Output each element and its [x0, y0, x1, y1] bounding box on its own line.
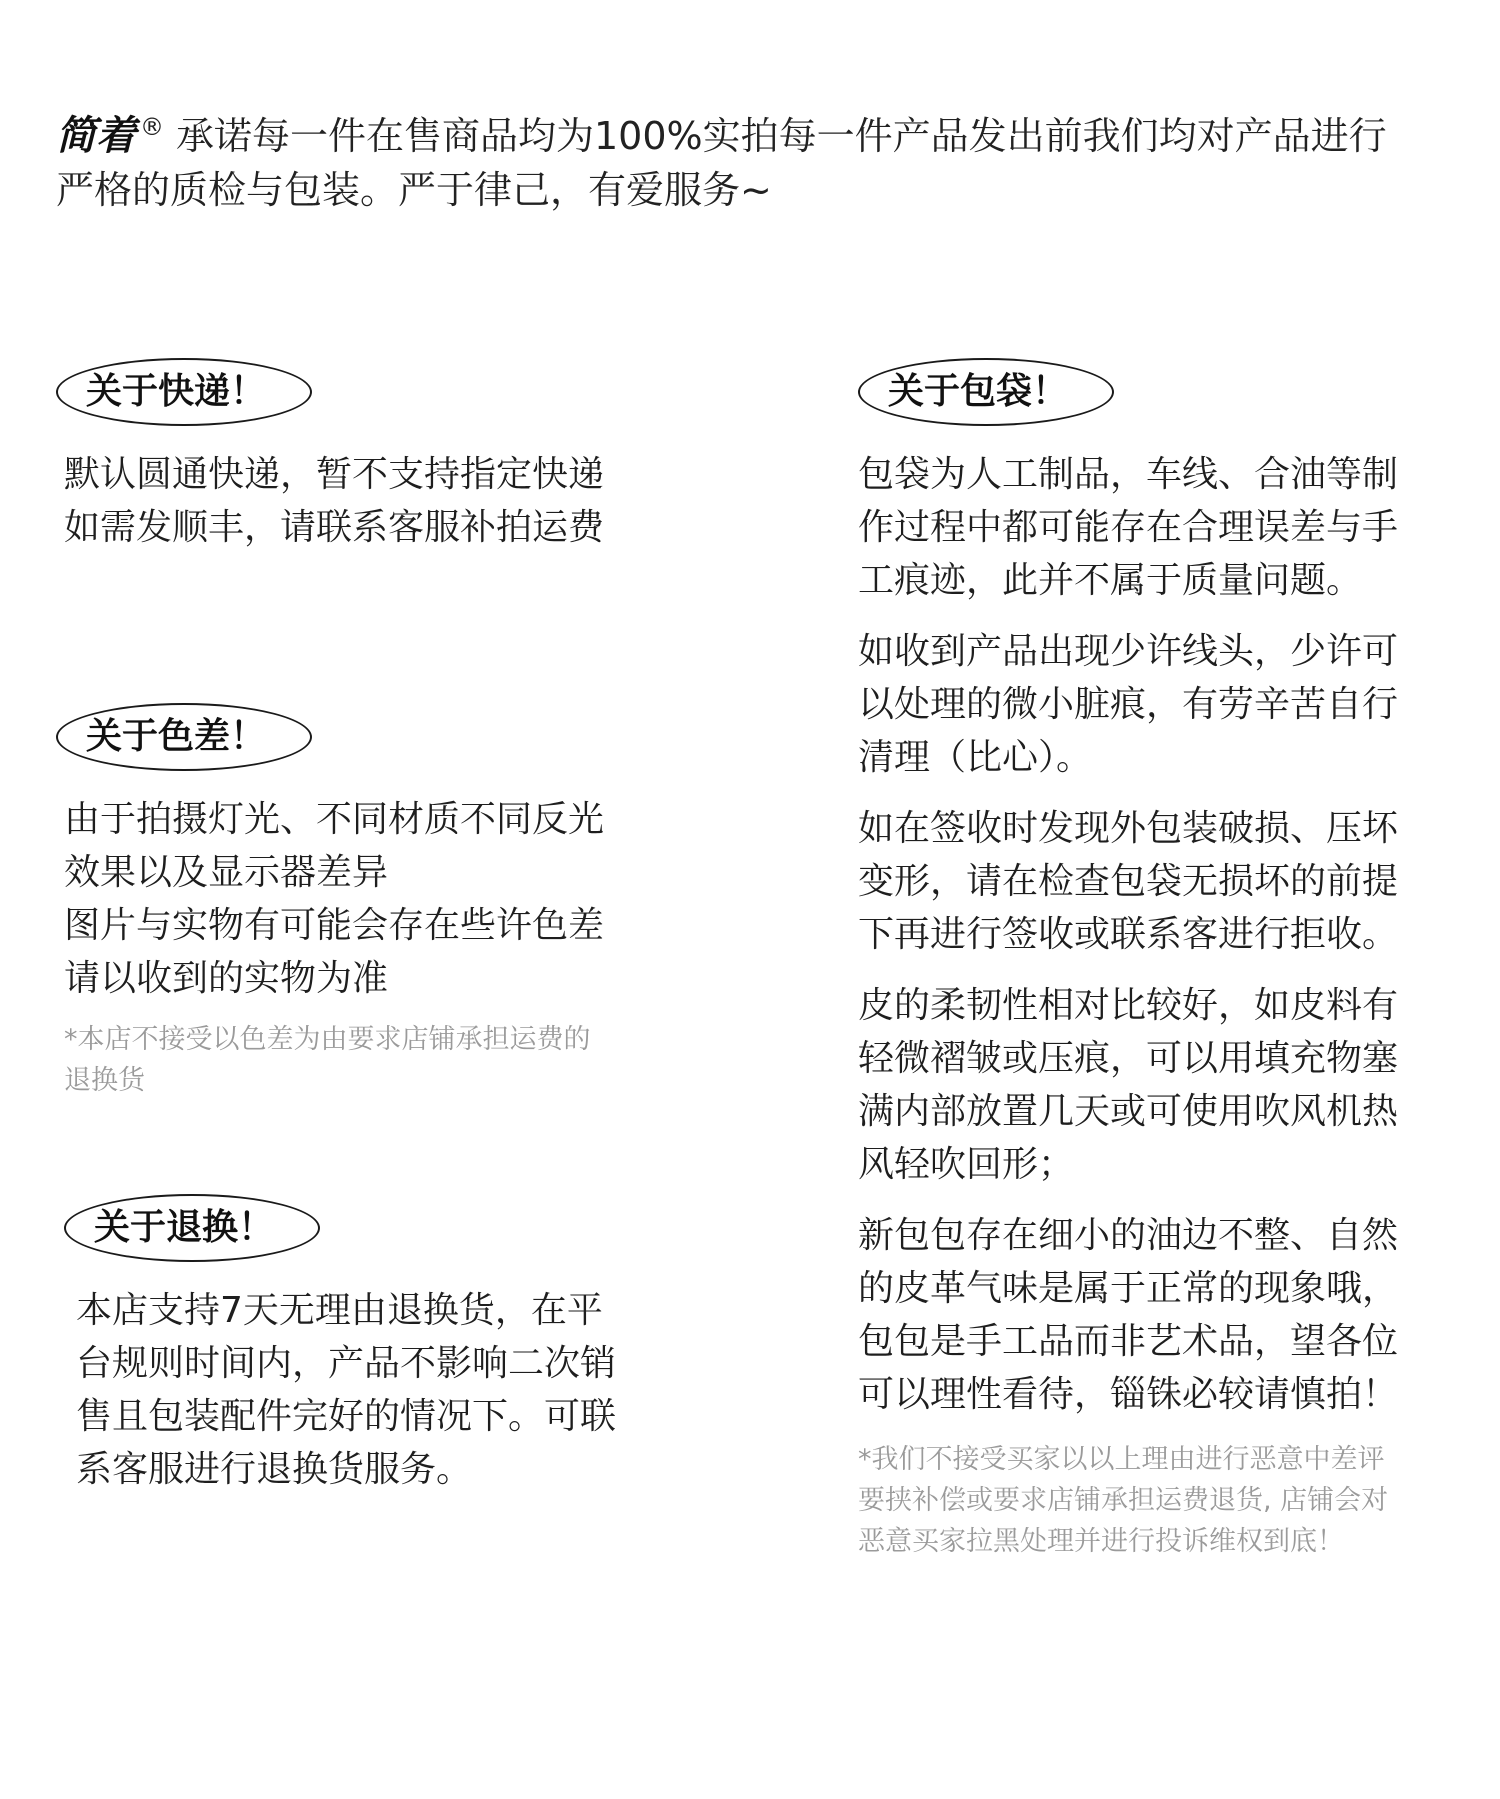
- bag-line: 如在签收时发现外包装破损、压坏: [858, 808, 1399, 849]
- bag-text: [858, 448, 1478, 1421]
- delivery-line: 如需发顺丰，请联系客服补拍运费: [64, 507, 605, 548]
- bag-line: 风轻吹回形；: [858, 1144, 1075, 1185]
- bag-paragraph: [858, 1209, 1478, 1421]
- section-delivery: [56, 358, 676, 554]
- section-bag: [858, 358, 1478, 1562]
- bag-paragraph: [858, 979, 1478, 1191]
- color-diff-line: 请以收到的实物为准: [64, 958, 389, 999]
- section-returns: [64, 1194, 684, 1496]
- color-diff-note: [56, 1019, 676, 1101]
- delivery-text: [56, 448, 676, 554]
- bag-paragraph: [858, 625, 1478, 784]
- bag-paragraph: [858, 802, 1478, 961]
- color-diff-title-badge: 关于色差！: [56, 703, 312, 771]
- bag-note: [858, 1439, 1478, 1562]
- bag-note-line: *我们不接受买家以以上理由进行恶意中差评: [858, 1444, 1385, 1475]
- bag-paragraph: [858, 448, 1478, 607]
- registered-mark: ®: [140, 113, 164, 141]
- returns-title-badge: 关于退换！: [64, 1194, 320, 1262]
- bag-title-badge: 关于包袋！: [858, 358, 1114, 426]
- color-diff-note-line: *本店不接受以色差为由要求店铺承担运费的: [64, 1024, 591, 1055]
- color-diff-line: 由于拍摄灯光、不同材质不同反光: [64, 799, 605, 840]
- bag-line: 以处理的微小脏痕，有劳辛苦自行: [858, 684, 1399, 725]
- intro-line-2: 严格的质检与包装。严于律己，有爱服务~: [56, 168, 772, 212]
- brand-name: 简着: [56, 113, 136, 159]
- bag-line: 可以理性看待，锱铢必较请慎拍！: [858, 1374, 1399, 1415]
- color-diff-note-line: 退换货: [64, 1065, 145, 1096]
- bag-line: 工痕迹，此并不属于质量问题。: [858, 560, 1363, 601]
- bag-note-line: 要挟补偿或要求店铺承担运费退货, 店铺会对: [858, 1485, 1389, 1516]
- intro-statement: [56, 100, 1456, 217]
- delivery-title-badge: 关于快递！: [56, 358, 312, 426]
- intro-text-1: 承诺每一件在售商品均为100%实拍每一件产品发出前我们均对产品进行: [176, 114, 1387, 158]
- bag-line: 皮的柔韧性相对比较好，如皮料有: [858, 985, 1399, 1026]
- returns-line: 本店支持7天无理由退换货，在平: [76, 1290, 603, 1331]
- returns-line: 售且包装配件完好的情况下。可联: [76, 1396, 617, 1437]
- bag-line: 如收到产品出现少许线头，少许可: [858, 631, 1399, 672]
- bag-line: 新包包存在细小的油边不整、自然: [858, 1215, 1399, 1256]
- bag-line: 作过程中都可能存在合理误差与手: [858, 507, 1399, 548]
- color-diff-text: [56, 793, 676, 1005]
- intro-line-1: [56, 100, 1456, 163]
- bag-line: 变形，请在检查包袋无损坏的前提: [858, 861, 1399, 902]
- bag-line: 包袋为人工制品，车线、合油等制: [858, 454, 1399, 495]
- section-color-difference: [56, 703, 676, 1101]
- returns-text: [64, 1284, 684, 1496]
- returns-line: 系客服进行退换货服务。: [76, 1449, 473, 1490]
- bag-line: 包包是手工品而非艺术品，望各位: [858, 1321, 1399, 1362]
- bag-line: 满内部放置几天或可使用吹风机热: [858, 1091, 1399, 1132]
- color-diff-line: 图片与实物有可能会存在些许色差: [64, 905, 605, 946]
- color-diff-line: 效果以及显示器差异: [64, 852, 389, 893]
- bag-line: 的皮革气味是属于正常的现象哦，: [858, 1268, 1399, 1309]
- bag-line: 清理（比心）。: [858, 737, 1093, 778]
- bag-note-line: 恶意买家拉黑处理并进行投诉维权到底！: [858, 1526, 1344, 1557]
- bag-line: 下再进行签收或联系客进行拒收。: [858, 914, 1399, 955]
- delivery-line: 默认圆通快递，暂不支持指定快递: [64, 454, 605, 495]
- returns-line: 台规则时间内，产品不影响二次销: [76, 1343, 617, 1384]
- bag-line: 轻微褶皱或压痕，可以用填充物塞: [858, 1038, 1399, 1079]
